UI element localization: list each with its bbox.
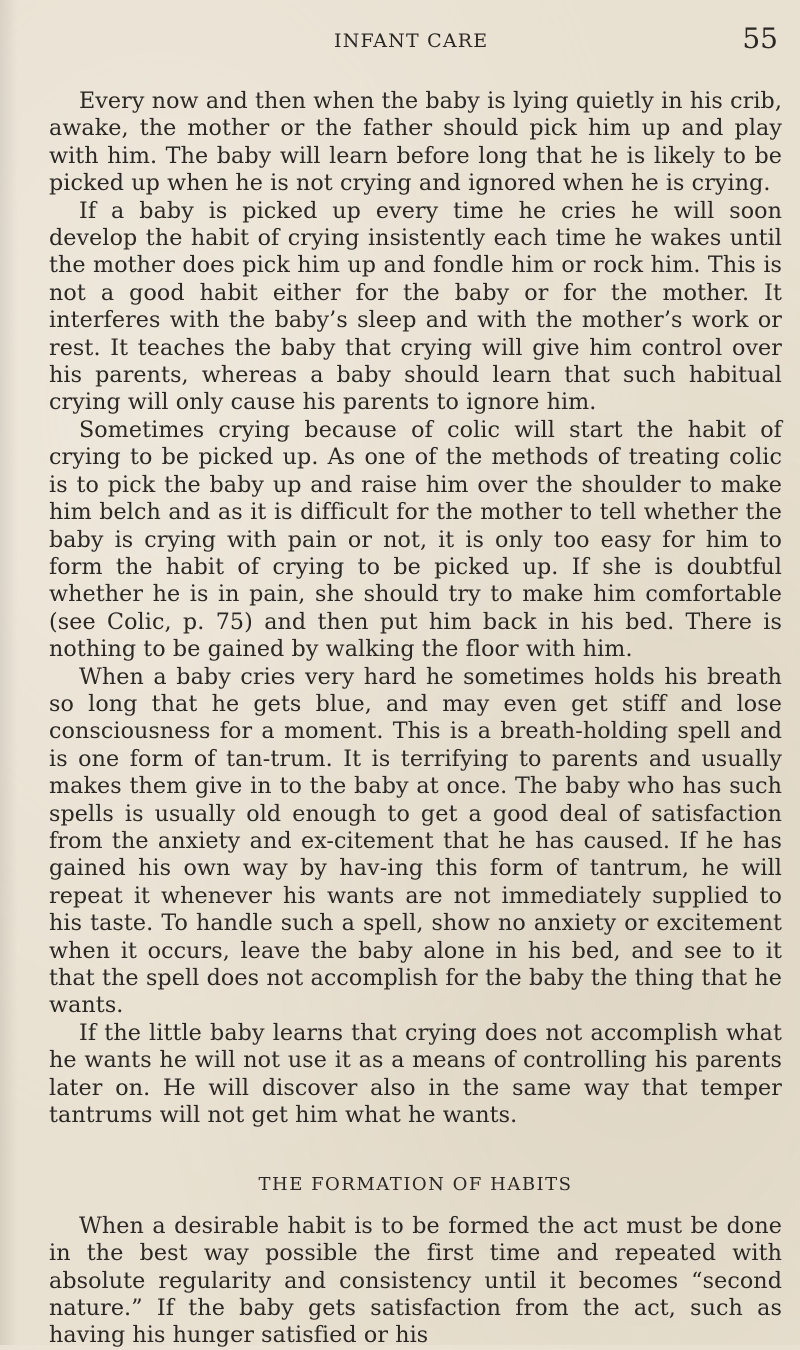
running-header bbox=[49, 14, 782, 55]
paragraph: Every now and then when the baby is lying quietly in his crib, awake, the mother or the father should pick him up and play with him. The baby will learn before long that he is likely to be picked up when he is not crying and ignored when he is crying. bbox=[49, 88, 782, 197]
paragraph: When a desirable habit is to be formed the act must be done in the best way possible the first time and repeated with absolute regularity and consistency until it becomes “second nature.” If the baby gets satisfaction from the act, such as having his hunger satisfied or his bbox=[49, 1212, 782, 1349]
section-heading: THE FORMATION OF HABITS bbox=[258, 1174, 573, 1196]
paragraph: When a baby cries very hard he sometimes holds his breath so long that he gets blue, and may even get stiff and lose consciousness for a moment. This is a breath-holding spell and is one form of tan-trum. It is terrifying to parents and usually makes them give in to the baby at once. The baby who has such spells is usually old enough to get a good deal of satisfaction from the anxiety and ex-citement that he has caused. If he has gained his own way by hav-ing this form of tantrum, he will repeat it whenever his wants are not immediately supplied to his taste. To handle such a spell, show no anxiety or excitement when it occurs, leave the baby alone in his bed, and see to it that the spell does not accomplish for the baby the thing that he wants. bbox=[49, 663, 782, 1019]
paragraph: Sometimes crying because of colic will start the habit of crying to be picked up. As one of the methods of treating colic is to pick the baby up and raise him over the shoulder to make him belch and as it is difficult for the mother to tell whether the baby is crying with pain or not, it is only too easy for him to form the habit of crying to be picked up. If she is doubtful whether he is in pain, she should try to make him comfortable (see Colic, p. 75) and then put him back in his bed. There is nothing to be gained by walking the floor with him. bbox=[49, 416, 782, 663]
paragraph: If the little baby learns that crying does not accomplish what he wants he will not use it as a means of controlling his parents later on. He will discover also in the same way that temper tantrums will not get him what he wants. bbox=[49, 1019, 782, 1129]
running-title: INFANT CARE bbox=[334, 30, 489, 52]
paragraph: If a baby is picked up every time he cries he will soon develop the habit of crying insistently each time he wakes until the mother does pick him up and fondle him or rock him. This is not a good habit either for the baby or for the mother. It interferes with the baby’s sleep and with the mother’s work or rest. It teaches the baby that crying will give him control over his parents, whereas a baby should learn that such habitual crying will only cause his parents to ignore him. bbox=[49, 197, 782, 416]
page-number: 55 bbox=[742, 22, 778, 55]
body-text bbox=[49, 88, 782, 1350]
